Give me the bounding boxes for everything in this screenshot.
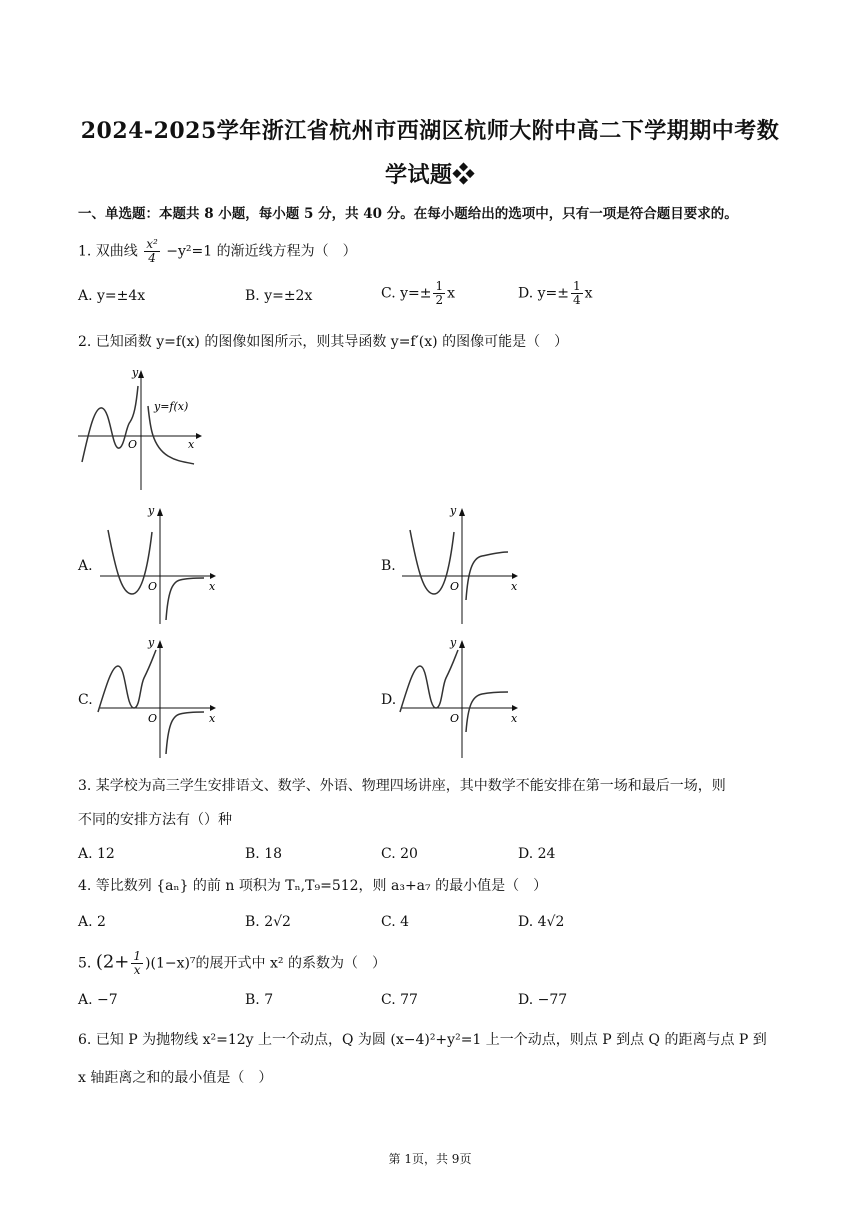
svg-text:y: y: [450, 504, 457, 517]
q1-rest: −y²=1 的渐近线方程为（ ）: [166, 243, 357, 260]
q2-function-graph: [78, 366, 208, 492]
doc-title-line1: 2024-2025学年浙江省杭州市西湖区杭师大附中高二下学期期中考数: [80, 118, 780, 144]
question-5: 5. (2+ $\frac{1}{x}$ )(1−x)⁷的展开式中 x² 的系数为（ ）: [78, 949, 386, 977]
q2-graph-d: [398, 636, 522, 762]
question-1: [78, 238, 357, 265]
svg-text:y: y: [148, 636, 155, 649]
q2-graph-b: [398, 502, 522, 628]
question-2: 2. 已知函数 y=f(x) 的图像如图所示，则其导函数 y=f′(x) 的图像可能是（ ）: [78, 334, 569, 350]
svg-text:x: x: [209, 580, 216, 593]
q5-option-a: A. −7: [78, 992, 118, 1008]
doc-title-line2: 学试题❖: [384, 162, 475, 188]
svg-text:O: O: [148, 712, 158, 725]
question-6-line2: x 轴距离之和的最小值是（ ）: [78, 1070, 273, 1086]
q5-option-c: C. 77: [381, 992, 418, 1008]
q5-option-d: D. −77: [518, 992, 568, 1008]
q1-option-c: C. y=± $\frac{1}{2}$ x: [381, 279, 456, 307]
q3-option-b: B. 18: [245, 846, 283, 862]
q2-option-a: A.: [78, 558, 93, 574]
q2-option-c: C.: [78, 692, 93, 708]
question-3-line2: 不同的安排方法有（）种: [78, 812, 232, 828]
q4-option-a: A. 2: [78, 914, 106, 930]
q1-fraction: $\frac{\text{x²}}{4}$: [146, 237, 158, 265]
svg-text:x: x: [209, 712, 216, 725]
function-label: y=f(x): [154, 400, 189, 413]
q1-option-b: B. y=±2x: [245, 288, 313, 304]
q4-option-c: C. 4: [381, 914, 410, 930]
q2-option-b: B.: [381, 558, 396, 574]
q4-option-b: B. 2√2: [245, 914, 291, 930]
q3-option-a: A. 12: [78, 846, 115, 862]
page-footer: 第 1页，共 9页: [388, 1152, 472, 1166]
section-heading: 一、单选题：本题共 8 小题，每小题 5 分，共 40 分。在每小题给出的选项中，只有一项是符合题目要求的。: [78, 206, 738, 222]
q1-option-d: D. y=± $\frac{1}{4}$ x: [518, 279, 593, 307]
q2-option-d: D.: [381, 692, 397, 708]
svg-text:x: x: [511, 580, 518, 593]
q1-prefix: 1. 双曲线: [78, 243, 138, 260]
q1-option-a: A. y=±4x: [78, 288, 146, 304]
question-3-line1: 3. 某学校为高三学生安排语文、数学、外语、物理四场讲座，其中数学不能安排在第一场和最后一场，则: [78, 778, 726, 794]
svg-text:O: O: [148, 580, 158, 593]
axis-x-label: x: [188, 438, 195, 451]
svg-text:y: y: [450, 636, 457, 649]
q2-graph-a: [96, 502, 220, 628]
axis-y-label: y: [132, 366, 139, 379]
q3-option-d: D. 24: [518, 846, 556, 862]
q3-option-c: C. 20: [381, 846, 418, 862]
origin-label: O: [128, 438, 138, 451]
svg-text:O: O: [450, 580, 460, 593]
question-6-line1: 6. 已知 P 为抛物线 x²=12y 上一个动点，Q 为圆 (x−4)²+y²=1 上一个动点，则点 P 到点 Q 的距离与点 P 到: [78, 1032, 767, 1048]
question-4: 4. 等比数列 {aₙ} 的前 n 项积为 Tₙ,T₉=512，则 a₃+a₇ 的最小值是（ ）: [78, 878, 548, 894]
svg-text:y: y: [148, 504, 155, 517]
svg-text:x: x: [511, 712, 518, 725]
q2-graph-c: [96, 636, 220, 762]
q4-option-d: D. 4√2: [518, 914, 565, 930]
svg-text:O: O: [450, 712, 460, 725]
q5-option-b: B. 7: [245, 992, 274, 1008]
